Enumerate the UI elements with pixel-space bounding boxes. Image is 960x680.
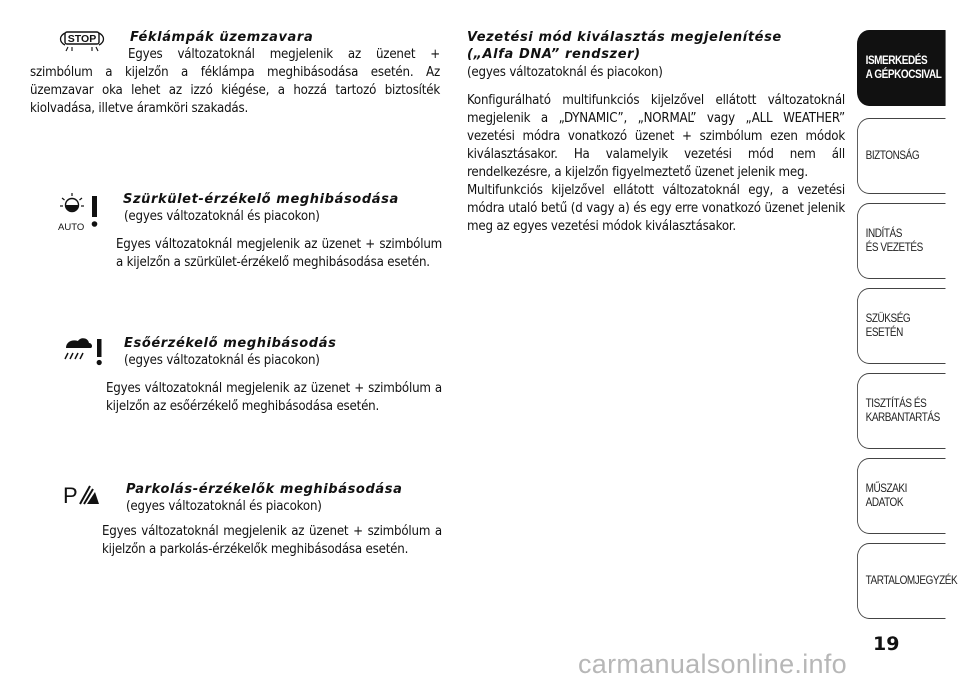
stop-icon-text: STOP: [67, 33, 97, 45]
tab-emergency[interactable]: SZÜKSÉG ESETÉN: [857, 288, 946, 364]
rain-sensor-heading: Esőérzékelő meghibásodás: [124, 336, 337, 351]
twilight-sensor-heading: Szürkület-érzékelő meghibásodása: [123, 192, 399, 207]
dna-body-paragraph-1: Konfigurálható multifunkciós kijelzővel ellátott változatoknál megjelenik a „DYNAMIC”, „NORMAL” vagy „ALL WEATHER” vezetési módra vonatkozó üzenet + szimbólum ezen módok kiválasztásakor. Ha valamelyik vezetési mód nem áll rendelkezésre, a kijelzőn figyelmeztető üzenet jelenik meg.: [467, 93, 845, 180]
dna-heading-line1: Vezetési mód kiválasztás megjelenítése: [467, 30, 782, 45]
tab-index[interactable]: TARTALOMJEGYZÉK: [857, 543, 946, 619]
twilight-sensor-subtitle: (egyes változatoknál és piacokon): [124, 209, 320, 224]
dna-heading-line2: („Alfa DNA” rendszer): [467, 47, 641, 62]
rain-sensor-failure-icon: [62, 336, 104, 370]
tab-technical-data[interactable]: MŰSZAKI ADATOK: [857, 458, 946, 534]
auto-icon-text: AUTO: [58, 222, 85, 232]
page-number: 19: [873, 633, 900, 655]
rain-sensor-body: Egyes változatoknál megjelenik az üzenet + szimbólum a kijelzőn az esőérzékelő meghibásodása esetén.: [106, 381, 442, 414]
brake-lamp-heading: Féklámpák üzemzavara: [130, 30, 314, 45]
parking-sensors-heading: Parkolás-érzékelők meghibásodása: [126, 482, 403, 497]
tab-starting-and-driving[interactable]: INDÍTÁS ÉS VEZETÉS: [857, 203, 946, 279]
rain-sensor-subtitle: (egyes változatoknál és piacokon): [124, 353, 320, 368]
parking-sensors-subtitle: (egyes változatoknál és piacokon): [126, 499, 322, 514]
twilight-sensor-failure-icon: [57, 190, 101, 236]
twilight-sensor-body: Egyes változatoknál megjelenik az üzenet + szimbólum a kijelzőn a szürkület-érzékelő meghibásodása esetén.: [116, 237, 442, 270]
tab-safety[interactable]: BIZTONSÁG: [857, 118, 946, 194]
dna-subtitle: (egyes változatoknál és piacokon): [467, 65, 663, 80]
watermark: carmanualsonline.info: [578, 649, 847, 679]
brake-lamp-body: Egyes változatoknál megjelenik az üzenet + szimbólum a kijelzőn a féklámpa meghibásodása esetén. Az üzemzavar oka lehet az izzó kiégése, a hozzá tartozó biztosíték kiolvadása, illetve áramköri szakadás.: [30, 47, 440, 116]
tab-getting-to-know-car[interactable]: ISMERKEDÉS A GÉPKOCSIVAL: [857, 30, 946, 106]
tab-maintenance[interactable]: TISZTÍTÁS ÉS KARBANTARTÁS: [857, 373, 946, 449]
parking-icon-letter: P: [63, 483, 78, 508]
parking-sensors-failure-icon: [63, 482, 103, 512]
parking-sensors-body: Egyes változatoknál megjelenik az üzenet + szimbólum a kijelzőn a parkolás-érzékelők meghibásodása esetén.: [102, 524, 442, 557]
dna-body-paragraph-2: Multifunkciós kijelzővel ellátott változatoknál egy, a vezetési módra utaló betű (d vagy a) és egy erre vonatkozó üzenet jelenik meg az egyes vezetési módok kiválasztásakor.: [467, 183, 845, 234]
